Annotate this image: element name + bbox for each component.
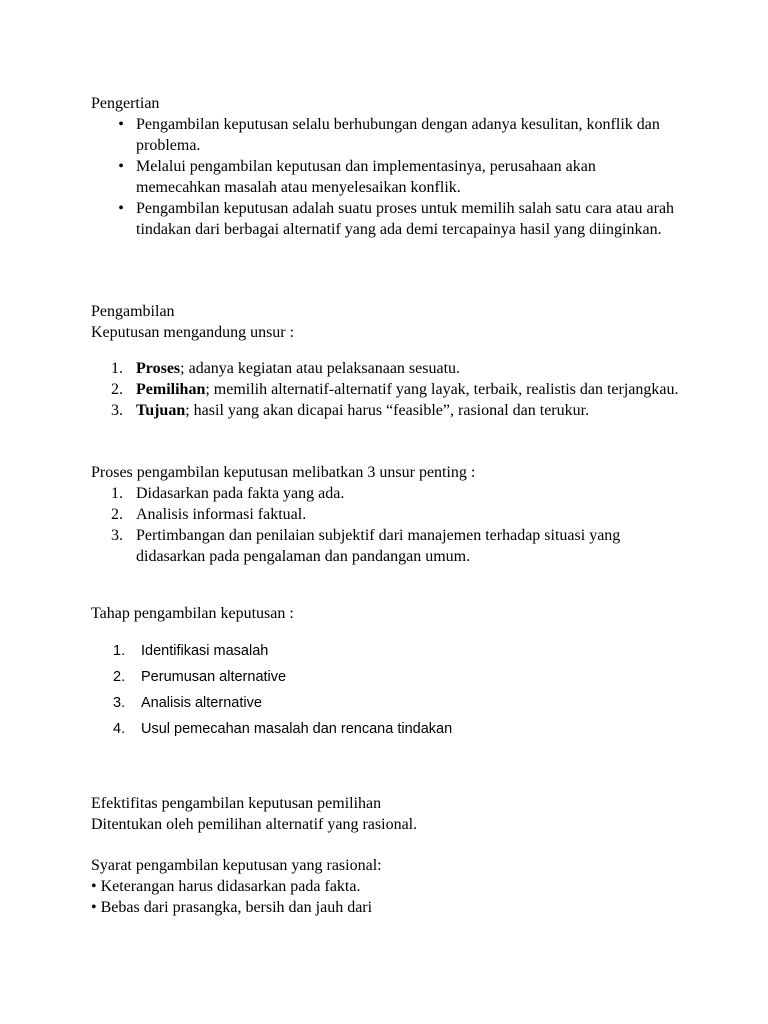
section-pengertian	[91, 93, 681, 240]
bullet-line: • Bebas dari prasangka, bersih dan jauh dari	[91, 899, 373, 916]
section-heading: Syarat pengambilan keputusan yang rasional:	[91, 857, 382, 874]
section-heading: Pengertian	[91, 95, 160, 112]
bullet-item	[91, 198, 681, 240]
bullet-item	[91, 114, 681, 156]
section-subheading: Keputusan mengandung unsur :	[91, 324, 295, 341]
section-tahap	[91, 603, 681, 739]
numbered-item	[91, 667, 681, 687]
item-number: 3.	[113, 695, 126, 711]
item-number: 1.	[111, 485, 123, 502]
item-number: 1.	[113, 643, 126, 659]
numbered-item	[91, 504, 681, 525]
numbered-item	[91, 525, 681, 567]
bullet-text: Melalui pengambilan keputusan dan implementasinya, perusahaan akan memecahkan masalah atau menyelesaikan konflik.	[136, 158, 596, 196]
bullet-item	[91, 156, 681, 198]
section-unsur	[91, 301, 681, 421]
section-efektifitas	[91, 793, 681, 835]
item-number: 2.	[111, 506, 123, 523]
item-text: Didasarkan pada fakta yang ada.	[136, 485, 345, 502]
item-text: Analisis informasi faktual.	[136, 506, 307, 523]
bullet-icon: •	[118, 116, 124, 133]
item-number: 2.	[111, 381, 123, 398]
item-number: 4.	[113, 721, 126, 737]
item-term: Pemilihan	[136, 381, 206, 398]
bullet-icon: •	[118, 200, 124, 217]
item-text: ; adanya kegiatan atau pelaksanaan sesuatu.	[180, 360, 461, 377]
numbered-item	[91, 483, 681, 504]
section-proses	[91, 462, 681, 567]
section-heading: Efektifitas pengambilan keputusan pemilihan	[91, 795, 382, 812]
item-number: 2.	[113, 669, 126, 685]
numbered-item	[91, 358, 681, 379]
item-text: Usul pemecahan masalah dan rencana tindakan	[141, 721, 453, 737]
section-heading: Pengambilan	[91, 303, 175, 320]
section-text: Ditentukan oleh pemilihan alternatif yang rasional.	[91, 816, 418, 833]
item-text: Analisis alternative	[141, 695, 262, 711]
section-syarat	[91, 855, 681, 918]
bullet-text: Pengambilan keputusan adalah suatu proses untuk memilih salah satu cara atau arah tindakan dari berbagai alternatif yang ada demi tercapainya hasil yang diinginkan.	[136, 200, 675, 238]
item-text: Perumusan alternative	[141, 669, 287, 685]
item-text: ; memilih alternatif-alternatif yang layak, terbaik, realistis dan terjangkau.	[205, 381, 679, 398]
item-number: 3.	[111, 402, 123, 419]
numbered-item	[91, 693, 681, 713]
item-term: Proses	[136, 360, 181, 377]
numbered-item	[91, 641, 681, 661]
item-number: 1.	[111, 360, 123, 377]
item-term: Tujuan	[136, 402, 186, 419]
bullet-icon: •	[118, 158, 124, 175]
numbered-item	[91, 379, 681, 400]
section-heading: Proses pengambilan keputusan melibatkan 3 unsur penting :	[91, 464, 476, 481]
bullet-line: • Keterangan harus didasarkan pada fakta.	[91, 878, 361, 895]
numbered-item	[91, 400, 681, 421]
section-heading: Tahap pengambilan keputusan :	[91, 605, 294, 622]
item-text: Pertimbangan dan penilaian subjektif dari manajemen terhadap situasi yang didasarkan pada pengalaman dan pandangan umum.	[136, 527, 621, 565]
bullet-text: Pengambilan keputusan selalu berhubungan dengan adanya kesulitan, konflik dan problema.	[136, 116, 660, 154]
item-number: 3.	[111, 527, 123, 544]
numbered-item	[91, 719, 681, 739]
item-text: ; hasil yang akan dicapai harus “feasible”, rasional dan terukur.	[185, 402, 590, 419]
item-text: Identifikasi masalah	[141, 643, 269, 659]
